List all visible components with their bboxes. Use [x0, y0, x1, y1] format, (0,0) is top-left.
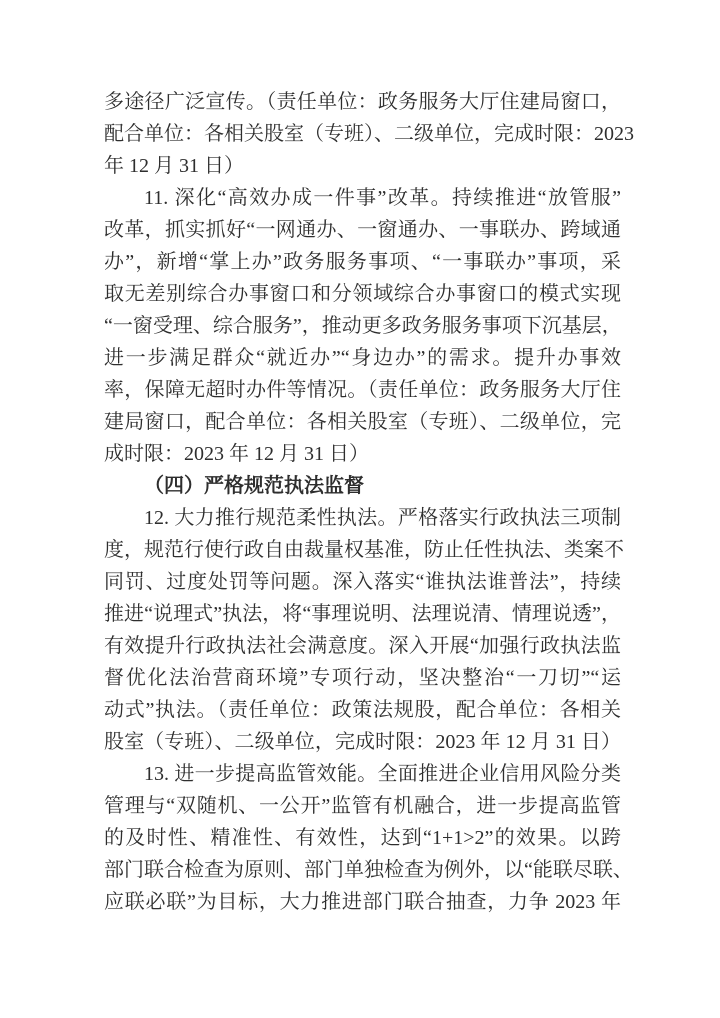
text-line: 年 12 月 31 日）	[104, 155, 244, 177]
text-line: 的及时性、精准性、有效性，达到“1+1>2”的效果。以跨	[104, 827, 621, 849]
text-line: 管理与“双随机、一公开”监管有机融合，进一步提高监管	[104, 795, 621, 817]
text-line: 动式”执法。（责任单位：政策法规股，配合单位：各相关	[104, 699, 621, 721]
text-line: 进一步满足群众“就近办”“身边办”的需求。提升办事效	[104, 347, 621, 369]
text-line: 办”，新增“掌上办”政务服务事项、“一事联办”事项，采	[104, 251, 621, 273]
text-line: 13. 进一步提高监管效能。全面推进企业信用风险分类	[144, 763, 621, 785]
text-line: 取无差别综合办事窗口和分领域综合办事窗口的模式实现	[104, 283, 621, 305]
text-line: 股室（专班）、二级单位，完成时限：2023 年 12 月 31 日）	[104, 731, 621, 753]
text-line: “一窗受理、综合服务”，推动更多政务服务事项下沉基层，	[104, 315, 622, 337]
text-line: 率，保障无超时办件等情况。（责任单位：政务服务大厅住	[104, 379, 621, 401]
text-line: 配合单位：各相关股室（专班）、二级单位，完成时限：2023	[104, 123, 634, 145]
text-line: 推进“说理式”执法，将“事理说明、法理说清、情理说透”，	[104, 603, 621, 625]
text-line: 督优化法治营商环境”专项行动，坚决整治“一刀切”“运	[104, 667, 621, 689]
text-line: 应联必联”为目标，大力推进部门联合抽查，力争 2023 年	[104, 891, 621, 913]
text-line: 12. 大力推行规范柔性执法。严格落实行政执法三项制	[144, 507, 621, 529]
section-heading: （四）严格规范执法监督	[144, 475, 364, 497]
text-line: 同罚、过度处罚等问题。深入落实“谁执法谁普法”，持续	[104, 571, 621, 593]
text-line: 改革，抓实抓好“一网通办、一窗通办、一事联办、跨域通	[104, 219, 621, 241]
text-line: 成时限：2023 年 12 月 31 日）	[104, 443, 369, 465]
text-line: 度，规范行使行政自由裁量权基准，防止任性执法、类案不	[104, 539, 624, 561]
text-line: 有效提升行政执法社会满意度。深入开展“加强行政执法监	[104, 635, 621, 657]
text-line: 建局窗口，配合单位：各相关股室（专班）、二级单位，完	[104, 411, 621, 433]
text-line: 部门联合检查为原则、部门单独检查为例外，以“能联尽联、	[104, 859, 633, 881]
text-line: 11. 深化“高效办成一件事”改革。持续推进“放管服”	[144, 187, 621, 209]
text-line: 多途径广泛宣传。（责任单位：政务服务大厅住建局窗口，	[104, 91, 621, 113]
